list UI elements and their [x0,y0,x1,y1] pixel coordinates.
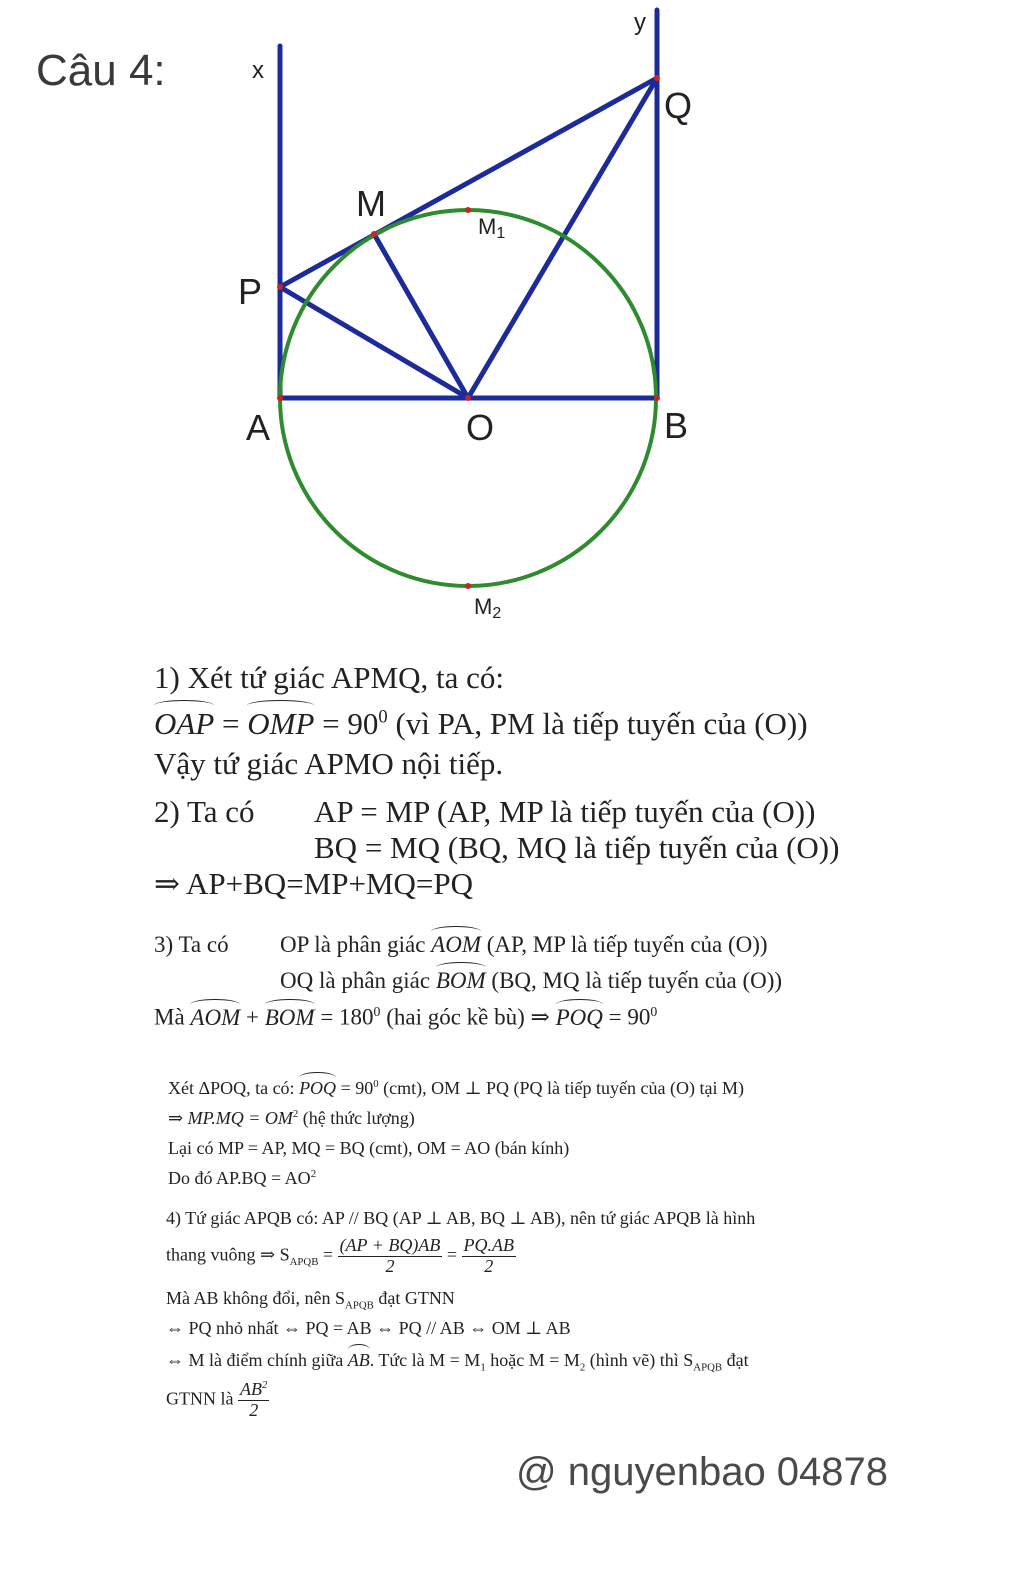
point-o [465,395,471,401]
label-x: x [252,57,264,84]
segment-pq [280,78,657,287]
label-o: O [466,407,495,448]
part4-line1: 4) Tứ giác APQB có: AP // BQ (AP ⊥ AB, BQ ⊥ AB), nên tứ giác APQB là hình [166,1208,756,1228]
part3-intro: 3) Ta có [154,932,229,957]
part4-line5: ⇔ M là điểm chính giữa AB. Tức là $M = M_1$ hoặc $M = M_2$ (hình vẽ) thì $S_{APQB}$ đạt [166,1350,749,1374]
point-m [371,231,377,237]
question-title: Câu 4: [36,46,166,95]
part2-intro: 2) Ta có [154,794,255,829]
part2-line1: AP = MP (AP, MP là tiếp tuyến của (O)) [314,794,816,829]
part2-line3: ⇒ AP+BQ=MP+MQ=PQ [154,866,474,901]
part3b-line1: Xét ΔPOQ, ta có: POQ = $90^0$ (cmt), OM ⊥ PQ (PQ là tiếp tuyến của (O) tại M) [168,1078,744,1098]
part1-line2: OAP = OMP = $90^0$ (vì PA, PM là tiếp tuyến của (O)) [154,706,808,741]
label-m: M [356,183,386,224]
geometry-figure [0,0,1024,640]
part1-line1: 1) Xét tứ giác APMQ, ta có: [154,660,504,695]
part3b-line2: ⇒ $MP.MQ = OM^2$ (hệ thức lượng) [168,1108,415,1128]
part1-line3: Vậy tứ giác APMO nội tiếp. [154,746,504,781]
segment-op [280,287,468,398]
label-q: Q [664,85,693,126]
part4-line6: GTNN là $\frac{AB^2}{2}$ [166,1379,268,1420]
part2-line2: BQ = MQ (BQ, MQ là tiếp tuyến của (O)) [314,830,840,865]
segment-om [374,234,468,398]
part4-line2: thang vuông ⇒ $S_{APQB}$ = $\frac{(AP + BQ)AB}{2}$ = $\frac{PQ.AB}{2}$ [166,1235,514,1276]
part3-line3: Mà AOM + BOM = $180^0$ (hai góc kề bù) ⇒ POQ = $90^0$ [154,1004,658,1030]
label-m2: M2 [474,594,502,622]
part4-line4: ⇔ PQ nhỏ nhất ⇔ PQ = AB ⇔ PQ // AB ⇔ OM ⊥ AB [166,1318,571,1338]
label-m1: M1 [478,214,506,242]
label-y: y [634,9,646,36]
point-m2 [465,583,471,589]
label-p: P [238,271,263,312]
point-b [654,395,660,401]
label-a: A [246,407,271,448]
part3b-line4: Do đó $AP.BQ = AO^2$ [168,1168,317,1188]
point-q [654,75,660,81]
part3b-line3: Lại có MP = AP, MQ = BQ (cmt), OM = AO (bán kính) [168,1138,570,1158]
part3-line1: OP là phân giác AOM (AP, MP là tiếp tuyến của (O)) [280,932,768,957]
part3-line2: OQ là phân giác BOM (BQ, MQ là tiếp tuyến của (O)) [280,968,783,993]
point-m1 [465,207,471,213]
point-a [277,395,283,401]
label-b: B [664,405,689,446]
part4-line3: Mà AB không đổi, nên $S_{APQB}$ đạt GTNN [166,1288,455,1312]
point-p [277,284,283,290]
watermark-text: @ nguyenbao 04878 [516,1450,889,1494]
